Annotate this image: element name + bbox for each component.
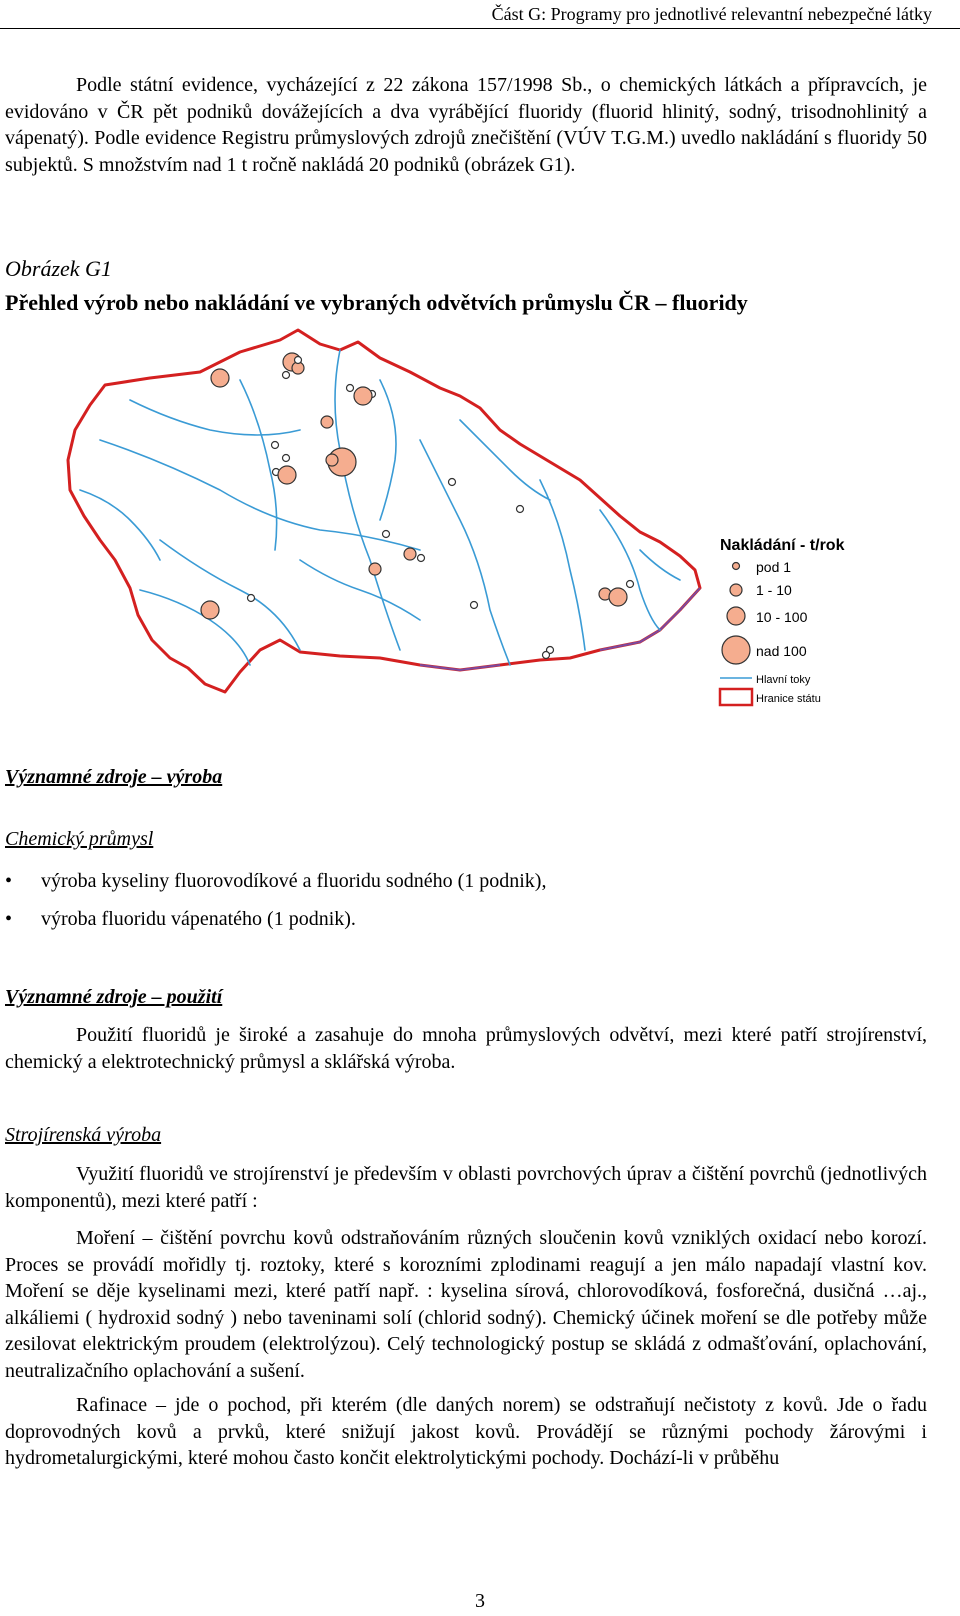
state-border <box>68 330 700 692</box>
site-marker <box>369 563 381 575</box>
river <box>420 440 510 665</box>
page-number: 3 <box>475 1590 485 1612</box>
czech-map <box>40 320 960 740</box>
legend-border-box <box>720 689 752 705</box>
legend-class-3: 10 - 100 <box>756 609 808 625</box>
site-marker <box>471 602 478 609</box>
section2-text: Použití fluoridů je široké a zasahuje do mnoha průmyslových odvětví, mezi které patří strojírenství, chemický a elektrotechnický průmysl a sklářská výroba. <box>5 1024 927 1073</box>
legend-class-4: nad 100 <box>756 643 807 659</box>
site-marker <box>383 531 390 538</box>
river <box>600 510 660 630</box>
section2-paragraph <box>5 1022 927 1075</box>
section3-paragraph-3 <box>5 1392 927 1472</box>
section1-heading: Významné zdroje – výroba <box>5 766 223 788</box>
bullet-dot: • <box>5 870 13 892</box>
river <box>100 440 420 550</box>
site-marker <box>517 506 524 513</box>
page-header: Část G: Programy pro jednotlivé relevantní nebezpečné látky <box>491 4 932 24</box>
river <box>540 480 585 650</box>
legend-marker-3 <box>727 607 745 625</box>
legend-class-2: 1 - 10 <box>756 582 792 598</box>
site-marker <box>543 652 550 659</box>
section3-text-2: Moření – čištění povrchu kovů odstraňováním různých sloučenin kovů vzniklých oxidací nebo korozí. Proces se provádí mořidly tj. roztoky, které s korozními zplodinami reagují a jen málo napadají vlastní kov. Moření se děje kyselinami mezi, které patří např. : kyselina sírová, chlorovodíková, fosforečná, dusičná …aj., alkáliemi ( hydroxid sodný ) nebo taveninami solí (chlorid sodný). Chemický účinek moření se dle potřeby může zesilovat elektrickým proudem (elektrolýzou). Celý technologický postup se skládá z odmašťování, oplachování, neutralizačního oplachování a sušení. <box>5 1227 927 1382</box>
legend-class-1: pod 1 <box>756 559 792 575</box>
site-marker <box>283 455 290 462</box>
river <box>80 490 160 560</box>
site-marker <box>283 372 290 379</box>
river <box>160 540 300 650</box>
figure-label: Obrázek G1 <box>5 256 112 281</box>
bullet-item-2 <box>5 908 356 931</box>
site-marker <box>321 416 333 428</box>
legend-marker-4 <box>722 636 750 664</box>
site-marker <box>418 555 425 562</box>
river <box>300 560 420 620</box>
river <box>640 550 680 580</box>
legend-border-label: Hranice státu <box>756 693 821 705</box>
legend-rivers-label: Hlavní toky <box>756 674 811 686</box>
legend-title: Nakládání - t/rok <box>720 537 845 554</box>
site-marker <box>404 548 416 560</box>
site-marker <box>201 601 219 619</box>
intro-text: Podle státní evidence, vycházející z 22 zákona 157/1998 Sb., o chemických látkách a přípravcích, je evidováno v ČR pět podniků dovážejících a dva vyrábějící fluoridy (fluorid hlinitý, sodný, trisodnohlinitý a vápenatý). Podle evidence Registru průmyslových zdrojů znečištění (VÚV T.G.M.) uvedlo nakládání s fluoridy 50 subjektů. S množstvím nad 1 t ročně nakládá 20 podniků (obrázek G1). <box>5 74 927 176</box>
site-marker <box>248 595 255 602</box>
bullet-dot: • <box>5 908 13 930</box>
site-marker <box>347 385 354 392</box>
site-marker <box>272 442 279 449</box>
river <box>130 400 300 435</box>
site-marker <box>326 454 338 466</box>
site-marker <box>295 357 302 364</box>
legend-marker-2 <box>730 584 742 596</box>
section3-paragraph-1 <box>5 1161 927 1214</box>
intro-paragraph <box>5 72 927 178</box>
section3-text-3: Rafinace – jde o pochod, při kterém (dle daných norem) se odstraňují nečistoty z kovů. Jde o řadu doprovodných kovů a prvků, které snižují jakost kovů. Provádějí se různými pochody žárovými i hydrometalurgickými, které mohou často končit elektrolytickými pochody. Dochází-li v průběhu <box>5 1394 927 1469</box>
site-marker <box>627 581 634 588</box>
site-marker <box>354 387 372 405</box>
site-marker <box>449 479 456 486</box>
site-marker <box>211 369 229 387</box>
bullet-item-1 <box>5 870 546 893</box>
bullet-text-2: výroba fluoridu vápenatého (1 podnik). <box>41 908 356 930</box>
section2-heading: Významné zdroje – použití <box>5 986 223 1008</box>
section3-heading: Strojírenská výroba <box>5 1124 162 1146</box>
section3-paragraph-2 <box>5 1225 927 1384</box>
river <box>380 380 396 520</box>
figure-title: Přehled výrob nebo nakládání ve vybraných odvětvích průmyslu ČR – fluoridy <box>5 290 748 315</box>
river <box>140 590 250 665</box>
header-rule <box>0 28 960 29</box>
legend-marker-1 <box>733 563 740 570</box>
section3-text-1: Využití fluoridů ve strojírenství je především v oblasti povrchových úprav a čištění povrchů (jednotlivých komponentů), mezi které patří : <box>5 1163 927 1212</box>
sites-layer <box>201 353 634 659</box>
site-marker <box>278 466 296 484</box>
bullet-text-1: výroba kyseliny fluorovodíkové a fluoridu sodného (1 podnik), <box>41 870 547 892</box>
rivers <box>80 350 680 665</box>
river <box>240 380 277 550</box>
legend <box>720 537 845 705</box>
site-marker <box>609 588 627 606</box>
section1-subheading: Chemický průmysl <box>5 828 154 850</box>
